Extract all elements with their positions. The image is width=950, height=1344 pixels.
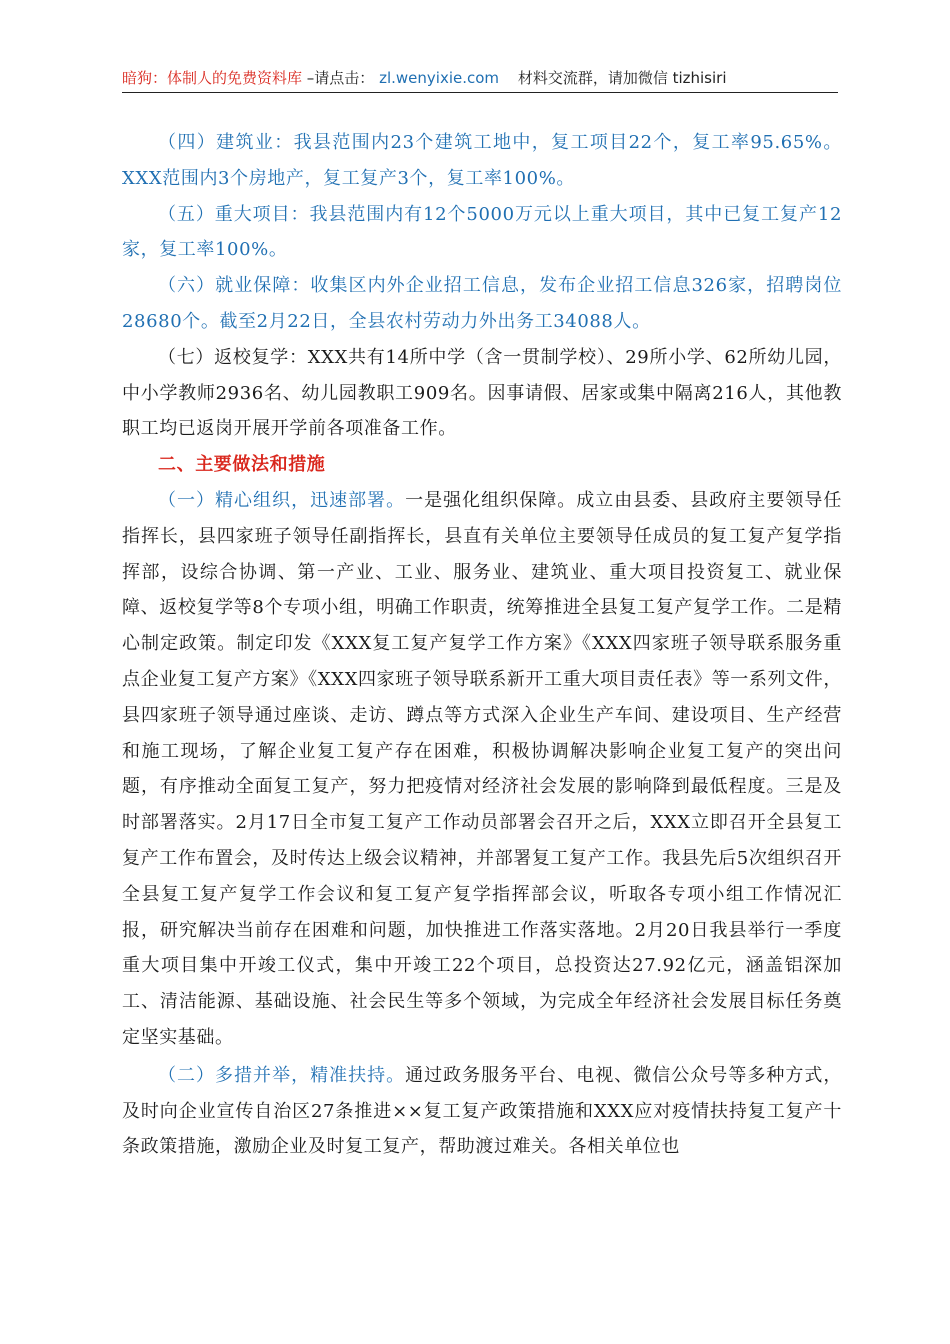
paragraph-school-return [122, 340, 842, 447]
section-title: 二、主要做法和措施 [158, 454, 326, 476]
subsection-1-body: 一是强化组织保障。成立由县委、县政府主要领导任指挥长，县四家班子领导任副指挥长，县直有关单位主要领导任成员的复工复产复学指挥部，设综合协调、第一产业、工业、服务业、建筑业、重大项目投资复工、就业保障、返校复学等8个专项小组，明确工作职责，统筹推进全县复工复产复学工作。二是精心制定政策。制定印发《XXX复工复产复学工作方案》《XXX四家班子领导联系服务重点企业复工复产方案》《XXX四家班子领导联系新开工重大项目责任表》等一系列文件，县四家班子领导通过座谈、走访、蹲点等方式深入企业生产车间、建设项目、生产经营和施工现场，了解企业复工复产存在困难，积极协调解决影响企业复工复产的突出问题，有序推动全面复工复产，努力把疫情对经济社会发展的影响降到最低程度。三是及时部署落实。2月17日全市复工复产工作动员部署会召开之后，XXX立即召开全县复工复产工作布置会，及时传达上级会议精神，并部署复工复产工作。我县先后5次组织召开全县复工复产复学工作会议和复工复产复学指挥部会议，听取各专项小组工作情况汇报，研究解决当前存在困难和问题，加快推进工作落实落地。2月20日我县举行一季度重大项目集中开竣工仪式，集中开竣工22个项目，总投资达27.92亿元，涵盖铝深加工、清洁能源、基础设施、社会民生等多个领域，为完成全年经济社会发展目标任务奠定坚实基础。 [122, 489, 842, 1048]
header-contact: 材料交流群，请加微信 tizhisiri [517, 69, 727, 87]
paragraph-support [122, 1058, 842, 1165]
header-url-link[interactable]: zl.wenyixie.com [379, 69, 500, 87]
subsection-2-body: 通过政务服务平台、电视、微信公众号等多种方式，及时向企业宣传自治区27条推进××复工复产政策措施和XXX应对疫情扶持复工复产十条政策措施，激励企业及时复工复产，帮助渡过难关。各相关单位也 [122, 1064, 842, 1158]
paragraph-major-projects: （五）重大项目：我县范围内有12个5000万元以上重大项目，其中已复工复产12家，复工率100%。 [122, 203, 842, 261]
document-body [122, 125, 842, 1165]
paragraph-school-return-text: （七）返校复学：XXX共有14所中学（含一贯制学校）、29所小学、62所幼儿园，中小学教师2936名、幼儿园教职工909名。因事请假、居家或集中隔离216人，其他教职工均已返岗开展开学前各项准备工作。 [122, 346, 842, 440]
paragraph-construction: （四）建筑业：我县范围内23个建筑工地中，复工项目22个，复工率95.65%。XXX范围内3个房地产，复工复产3个，复工率100%。 [122, 132, 842, 189]
section-heading [122, 447, 842, 483]
subsection-2-lead: （二）多措并举，精准扶持。 [158, 1064, 406, 1086]
paragraph-organization [122, 483, 842, 1056]
page-header [122, 64, 838, 93]
subsection-1-lead: （一）精心组织，迅速部署。 [158, 489, 406, 511]
header-link-prompt: –请点击： [306, 69, 375, 87]
header-brand: 暗狗：体制人的免费资料库 [122, 69, 303, 87]
paragraph-employment: （六）就业保障：收集区内外企业招工信息，发布企业招工信息326家，招聘岗位28680个。截至2月22日，全县农村劳动力外出务工34088人。 [122, 275, 842, 332]
